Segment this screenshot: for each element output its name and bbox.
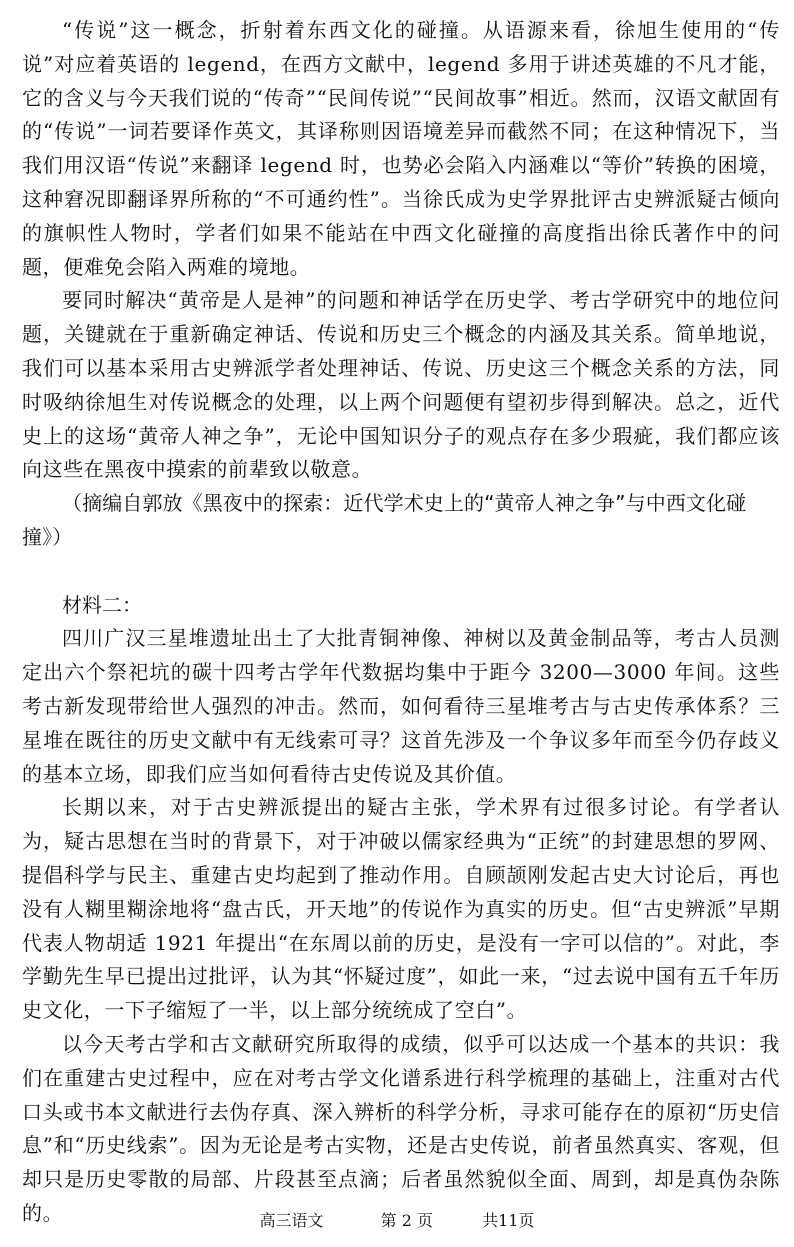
page-footer — [0, 1208, 794, 1231]
paragraph: 要同时解决“黄帝是人是神”的问题和神话学在历史学、考古学研究中的地位问题，关键就在于重新确定神话、传说和历史三个概念的内涵及其关系。简单地说，我们可以基本采用古史辨派学者处理神话、传说、历史这三个概念关系的方法，同时吸纳徐旭生对传说概念的处理，以上两个问题便有望初步得到解决。总之，近代史上的这场“黄帝人神之争”，无论中国知识分子的观点存在多少瑕疵，我们都应该向这些在黑夜中摸索的前辈致以敬意。 — [22, 288, 780, 482]
document-body — [22, 14, 780, 1231]
spacer — [22, 555, 780, 589]
paragraph: “传说”这一概念，折射着东西文化的碰撞。从语源来看，徐旭生使用的“传说”对应着英语的 legend，在西方文献中，legend 多用于讲述英雄的不凡才能，它的含义与今天我们说的“传奇”“民间传说”“民间故事”相近。然而，汉语文献固有的“传说”一词若要译作英文，其译称则因语境差异而截然不同；在这种情况下，当我们用汉语“传说”来翻译 legend 时，也势必会陷入内涵难以“等价”转换的困境，这种窘况即翻译界所称的“不可通约性”。当徐氏成为史学界批评古史辨派疑古倾向的旗帜性人物时，学者们如果不能站在中西文化碰撞的高度指出徐氏著作中的问题，便难免会陷入两难的境地。 — [22, 18, 780, 279]
paragraph: 长期以来，对于古史辨派提出的疑古主张，学术界有过很多讨论。有学者认为，疑古思想在当时的背景下，对于冲破以儒家经典为“正统”的封建思想的罗网、提倡科学与民主、重建古史均起到了推动作用。自顾颉刚发起古史大讨论后，再也没有人糊里糊涂地将“盘古氏，开天地”的传说作为真实的历史。但“古史辨派”早期代表人物胡适 1921 年提出“在东周以前的历史，是没有一字可以信的”。对此，李学勤先生早已提出过批评，认为其“怀疑过度”，如此一来，“过去说中国有五千年历史文化，一下子缩短了一半，以上部分统统成了空白”。 — [22, 795, 780, 1023]
paragraph: 四川广汉三星堆遗址出土了大批青铜神像、神树以及黄金制品等，考古人员测定出六个祭祀坑的碳十四考古学年代数据均集中于距今 3200—3000 年间。这些考古新发现带给世人强烈的冲击。然而，如何看待三星堆考古与古史传承体系？三星堆在既往的历史文献中有无线索可寻？这首先涉及一个争议多年而至今仍存歧义的基本立场，即我们应当如何看待古史传说及其价值。 — [22, 626, 780, 786]
section-heading-material-2: 材料二： — [62, 592, 142, 617]
footer-page-number: 第 2 页 — [380, 1211, 433, 1230]
source-citation: （摘编自郭放《黑夜中的探索：近代学术史上的“黄帝人神之争”与中西文化碰撞》） — [22, 491, 747, 549]
footer-total-pages: 共11页 — [482, 1211, 535, 1230]
footer-subject: 高三语文 — [259, 1211, 324, 1230]
paragraph: 以今天考古学和古文献研究所取得的成绩，似乎可以达成一个基本的共识：我们在重建古史过程中，应在对考古学文化谱系进行科学梳理的基础上，注重对古代口头或书本文献进行去伪存真、深入辨析的科学分析，寻求可能存在的原初“历史信息”和“历史线索”。因为无论是考古实物，还是古史传说，前者虽然真实、客观，但却只是历史零散的局部、片段甚至点滴；后者虽然貌似全面、周到，却是真伪杂陈的。 — [22, 1031, 780, 1225]
